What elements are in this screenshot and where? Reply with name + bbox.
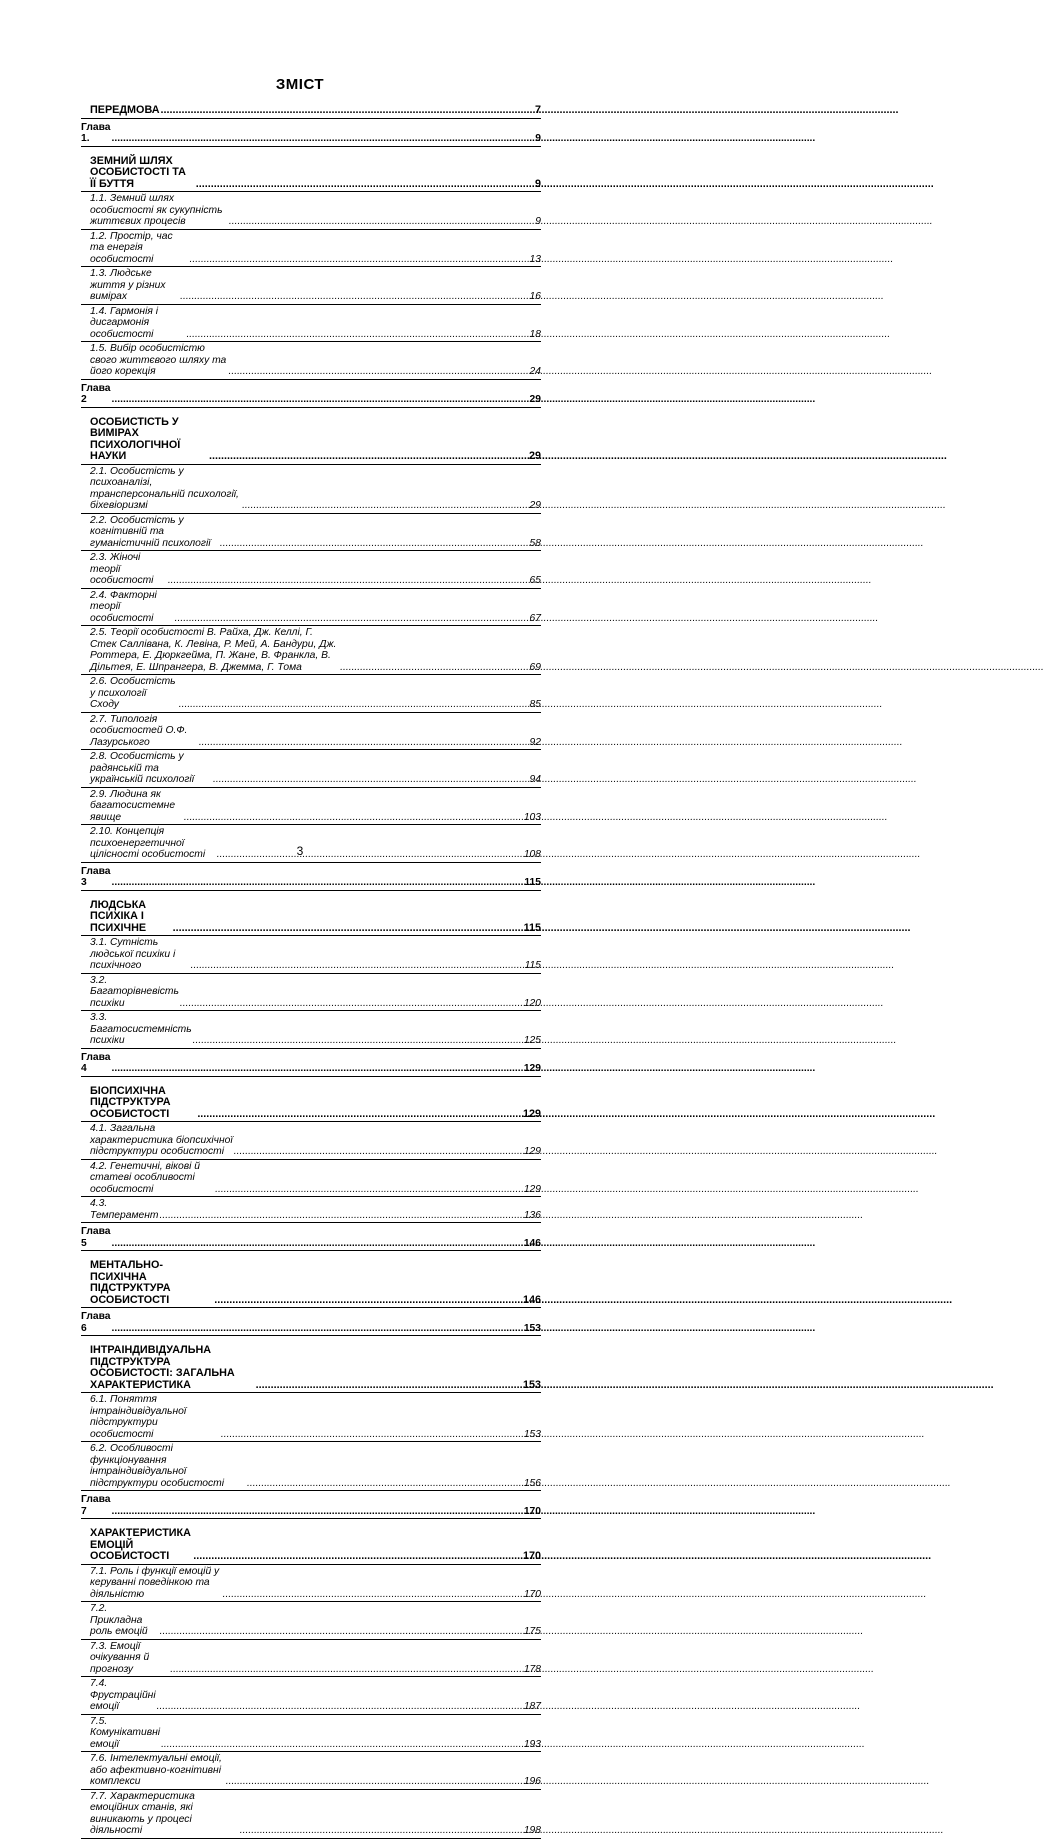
toc-entry-page: 146 xyxy=(522,1293,541,1306)
toc-entry-page: 7 xyxy=(534,104,541,116)
toc-title-row xyxy=(81,1519,541,1565)
toc-entry-page: 29 xyxy=(529,394,541,405)
page-title: ЗМІСТ xyxy=(275,76,325,93)
toc-entry-page: 187 xyxy=(523,1701,541,1712)
toc-entry-text: 1.4. Гармонія і дисгармонія особистості xyxy=(90,305,159,340)
dot-leader xyxy=(229,216,534,228)
dot-leader xyxy=(193,1551,522,1563)
dot-leader xyxy=(161,105,534,117)
toc-title-row xyxy=(81,96,541,119)
toc-section-row xyxy=(81,1393,541,1442)
toc-section-row xyxy=(81,713,541,751)
toc-entry-page: 129 xyxy=(523,1183,541,1195)
toc-chapter-row xyxy=(81,863,541,891)
toc-entry-text: Глава 5 xyxy=(81,1226,111,1249)
toc-entry-page: 153 xyxy=(522,1378,541,1391)
dot-leader xyxy=(173,923,523,935)
toc-entry-text: 1.2. Простір, час та енергія особистості xyxy=(90,230,173,265)
dot-leader xyxy=(186,329,528,341)
toc-chapter-row xyxy=(81,119,541,147)
toc-entry-text: 4.3. Темперамент xyxy=(90,1198,159,1221)
toc-entry-text: 2.10. Концепція психоенергетичної цілісності особистості xyxy=(90,826,206,860)
dot-leader xyxy=(112,1238,523,1250)
toc-entry-page: 67 xyxy=(529,612,541,624)
toc-entry-text: ІНТРАІНДИВІДУАЛЬНА ПІДСТРУКТУРА ОСОБИСТОСТІ: ЗАГАЛЬНА ХАРАКТЕРИСТИКА xyxy=(90,1344,235,1391)
toc-entry-page: 198 xyxy=(523,1825,541,1836)
dot-leader xyxy=(180,291,528,303)
dot-leader xyxy=(168,575,529,587)
toc-section-row xyxy=(81,936,541,974)
toc-chapter-row xyxy=(81,380,541,408)
toc-entry-page: 129 xyxy=(523,1063,541,1074)
dot-leader xyxy=(112,877,524,889)
toc-section-row xyxy=(81,230,541,268)
toc-entry-text: ЗЕМНИЙ ШЛЯХ ОСОБИСТОСТІ ТА ЇЇ БУТТЯ xyxy=(90,154,186,190)
toc-entry-text: 2.4. Факторні теорії особистості xyxy=(90,589,157,624)
toc-entry-page: 69 xyxy=(529,661,541,673)
toc-section-row xyxy=(81,514,541,552)
toc-entry-text: 6.1. Поняття інтраіндивідуальної підструктури особистості xyxy=(90,1394,187,1440)
dot-leader xyxy=(170,1664,523,1676)
toc-entry-page: 92 xyxy=(529,736,541,748)
toc-section-row xyxy=(81,1197,541,1223)
toc-section-row xyxy=(81,974,541,1012)
toc-section-row xyxy=(81,1602,541,1640)
toc-entry-text: 2.8. Особистість у радянській та українській психології xyxy=(90,751,194,785)
toc-section-row xyxy=(81,626,541,675)
dot-leader xyxy=(112,1063,523,1075)
toc-entry-page: 193 xyxy=(523,1738,541,1750)
toc-entry-text: ХАРАКТЕРИСТИКА ЕМОЦІЙ ОСОБИСТОСТІ xyxy=(90,1527,191,1562)
toc-entry-page: 170 xyxy=(523,1588,541,1600)
toc-entry-text: 2.7. Типологія особистостей О.Ф. Лазурського xyxy=(90,713,188,748)
dot-leader xyxy=(226,1776,523,1788)
dot-leader xyxy=(213,774,529,786)
dot-leader xyxy=(112,394,529,406)
toc-entry-text: 3.3. Багатосистемність психіки xyxy=(90,1012,192,1046)
toc-entry-page: 58 xyxy=(529,537,541,549)
toc-entry-text: Глава 7 xyxy=(81,1494,111,1517)
dot-leader xyxy=(214,1295,522,1307)
toc-entry-text: ОСОБИСТІСТЬ У ВИМІРАХ ПСИХОЛОГІЧНОЇ НАУКИ xyxy=(90,415,181,462)
dot-leader xyxy=(191,960,524,972)
dot-leader xyxy=(240,1825,523,1837)
dot-leader xyxy=(220,538,529,550)
toc-section-row xyxy=(81,1752,541,1790)
toc-title-row xyxy=(81,891,541,937)
toc-entry-page: 94 xyxy=(529,774,541,785)
toc-entry-page: 153 xyxy=(523,1322,541,1334)
toc-entry-text: Глава 2 xyxy=(81,382,111,405)
toc-chapter-row xyxy=(81,1223,541,1251)
dot-leader xyxy=(159,1210,522,1222)
dot-leader xyxy=(340,662,528,674)
toc-entry-page: 24 xyxy=(529,366,541,377)
toc-entry-page: 29 xyxy=(528,450,541,462)
toc-entry-page: 125 xyxy=(523,1035,541,1046)
toc-section-row xyxy=(81,1122,541,1160)
dot-leader xyxy=(197,1109,522,1121)
toc-entry-text: 3.2. Багаторівневість психіки xyxy=(90,974,179,1009)
toc-chapter-row xyxy=(81,1308,541,1336)
toc-entry-text: 7.7. Характеристика емоційних станів, які виникають у процесі діяльності xyxy=(90,1790,195,1836)
toc-entry-text: 7.2. Прикладна роль емоцій xyxy=(90,1603,148,1637)
dot-leader xyxy=(157,1701,523,1713)
toc-entry-page: 170 xyxy=(522,1550,541,1562)
toc-chapter-row xyxy=(81,1491,541,1519)
dot-leader xyxy=(161,1739,523,1751)
toc-entry-page: 9 xyxy=(535,216,541,227)
dot-leader xyxy=(193,1035,523,1047)
dot-leader xyxy=(221,1429,523,1441)
dot-leader xyxy=(196,179,534,191)
toc-entry-text: Глава 1. xyxy=(81,121,111,144)
toc-entry-page: 115 xyxy=(524,877,541,888)
toc-entry-text: Глава 4 xyxy=(81,1051,111,1074)
toc-section-row xyxy=(81,788,541,826)
dot-leader xyxy=(209,451,528,463)
dot-leader xyxy=(223,1589,523,1601)
toc-section-row xyxy=(81,1011,541,1049)
dot-leader xyxy=(179,699,529,711)
dot-leader xyxy=(180,998,523,1010)
table-of-contents xyxy=(81,96,541,1839)
toc-section-row xyxy=(81,1565,541,1603)
toc-section-row xyxy=(81,1790,541,1839)
dot-leader xyxy=(228,366,528,378)
toc-entry-text: 6.2. Особливості функціонування інтраіндивідуальної підструктури особистості xyxy=(90,1443,225,1489)
toc-entry-page: 129 xyxy=(522,1107,541,1120)
toc-entry-page: 156 xyxy=(523,1477,541,1489)
toc-section-row xyxy=(81,267,541,305)
dot-leader xyxy=(112,1323,523,1335)
toc-section-row xyxy=(81,465,541,514)
toc-entry-text: 2.5. Теорії особистості В. Райха, Дж. Келлі, Г. Стек Салліванa, К. Левіна, Р. Мей, А. Бандури, Дж. Роттера, Е. Дюркгейма, П. Жане, В. Франкла, В. Дільтея, Е. Шпрангера, В. Джемма, Г. Тома xyxy=(90,627,337,673)
toc-entry-text: 1.1. Земний шлях особистості як сукупність життєвих процесів xyxy=(90,193,223,227)
toc-entry-text: ЛЮДСЬКА ПСИХІКА І ПСИХІЧНЕ xyxy=(90,898,147,934)
toc-entry-text: 3.1. Сутність людської психіки і психічного xyxy=(90,937,176,971)
toc-entry-page: 196 xyxy=(523,1776,541,1787)
toc-section-row xyxy=(81,305,541,343)
dot-leader xyxy=(242,500,528,512)
page-number: 3 xyxy=(296,844,304,858)
dot-leader xyxy=(112,1506,523,1518)
toc-entry-page: 136 xyxy=(523,1209,541,1221)
toc-entry-page: 103 xyxy=(523,811,541,823)
toc-section-row xyxy=(81,192,541,230)
toc-entry-text: 2.6. Особистість у психології Сходу xyxy=(90,676,176,710)
toc-entry-text: 7.4. Фрустраційні емоції xyxy=(90,1678,156,1712)
toc-entry-text: 2.9. Людина як багатосистемне явище xyxy=(90,788,176,823)
dot-leader xyxy=(247,1478,523,1490)
toc-section-row xyxy=(81,551,541,589)
dot-leader xyxy=(190,254,529,266)
toc-section-row xyxy=(81,589,541,627)
dot-leader xyxy=(215,1184,523,1196)
toc-title-row xyxy=(81,1077,541,1123)
toc-section-row xyxy=(81,342,541,380)
toc-entry-text: 2.3. Жіночі теорії особистості xyxy=(90,552,154,586)
toc-entry-page: 146 xyxy=(523,1237,541,1249)
toc-chapter-row xyxy=(81,1049,541,1077)
toc-section-row xyxy=(81,1160,541,1198)
toc-entry-text: 7.1. Роль і функції емоцій у керуванні поведінкою та діяльністю xyxy=(90,1565,220,1600)
dot-leader xyxy=(175,613,529,625)
toc-entry-text: 4.2. Генетичні, вікові й статеві особливості особистості xyxy=(90,1160,200,1195)
toc-title-row xyxy=(81,147,541,193)
toc-title-row xyxy=(81,1251,541,1308)
toc-entry-page: 9 xyxy=(535,133,541,144)
toc-entry-page: 29 xyxy=(529,500,541,511)
toc-entry-page: 170 xyxy=(523,1505,541,1517)
toc-entry-text: 1.3. Людське життя у різних вимірах xyxy=(90,268,166,302)
toc-entry-page: 115 xyxy=(524,960,541,971)
toc-entry-text: 4.1. Загальна характеристика біопсихічної підструктури особистості xyxy=(90,1123,233,1157)
dot-leader xyxy=(199,737,529,749)
dot-leader xyxy=(184,812,523,824)
toc-section-row xyxy=(81,1442,541,1491)
toc-entry-text: 7.3. Емоції очікування й прогнозу xyxy=(90,1640,150,1675)
toc-entry-text: БІОПСИХІЧНА ПІДСТРУКТУРА ОСОБИСТОСТІ xyxy=(90,1084,171,1120)
toc-entry-page: 18 xyxy=(529,328,541,340)
toc-section-row xyxy=(81,1640,541,1678)
toc-entry-text: МЕНТАЛЬНО-ПСИХІЧНА ПІДСТРУКТУРА ОСОБИСТОСТІ xyxy=(90,1259,171,1306)
toc-entry-page: 129 xyxy=(523,1146,541,1157)
toc-entry-page: 65 xyxy=(529,575,541,586)
dot-leader xyxy=(256,1380,522,1392)
toc-entry-page: 85 xyxy=(529,699,541,710)
toc-section-row xyxy=(81,675,541,713)
toc-entry-page: 16 xyxy=(529,291,541,302)
toc-entry-text: 1.5. Вибір особистістю свого життєвого шляху та його корекція xyxy=(90,343,227,377)
toc-entry-text: Глава 6 xyxy=(81,1311,111,1334)
dot-leader xyxy=(112,133,535,145)
dot-leader xyxy=(160,1626,523,1638)
toc-entry-page: 120 xyxy=(523,997,541,1009)
toc-entry-text: 2.2. Особистість у когнітивній та гуманістичній психології xyxy=(90,514,211,549)
toc-entry-page: 175 xyxy=(523,1626,541,1637)
toc-entry-text: 7.5. Комунікативні емоції xyxy=(90,1715,161,1750)
toc-entry-page: 115 xyxy=(523,921,541,934)
toc-entry-text: Глава 3 xyxy=(81,865,111,888)
toc-section-row xyxy=(81,1677,541,1715)
toc-section-row xyxy=(81,1715,541,1753)
toc-entry-text: 7.6. Інтелектуальні емоції, або афективно-когнітивні комплекси xyxy=(90,1753,222,1787)
toc-entry-text: ПЕРЕДМОВА xyxy=(90,104,160,116)
toc-title-row xyxy=(81,1336,541,1393)
toc-title-row xyxy=(81,408,541,465)
dot-leader xyxy=(234,1146,523,1158)
toc-entry-page: 153 xyxy=(523,1428,541,1440)
toc-section-row xyxy=(81,750,541,788)
toc-entry-page: 108 xyxy=(523,849,541,860)
toc-entry-page: 9 xyxy=(534,177,541,190)
toc-entry-page: 13 xyxy=(529,253,541,265)
toc-entry-page: 178 xyxy=(523,1663,541,1675)
toc-entry-text: 2.1. Особистість у психоаналізі, трансперсональній психології, біхевіоризмі xyxy=(90,465,239,511)
